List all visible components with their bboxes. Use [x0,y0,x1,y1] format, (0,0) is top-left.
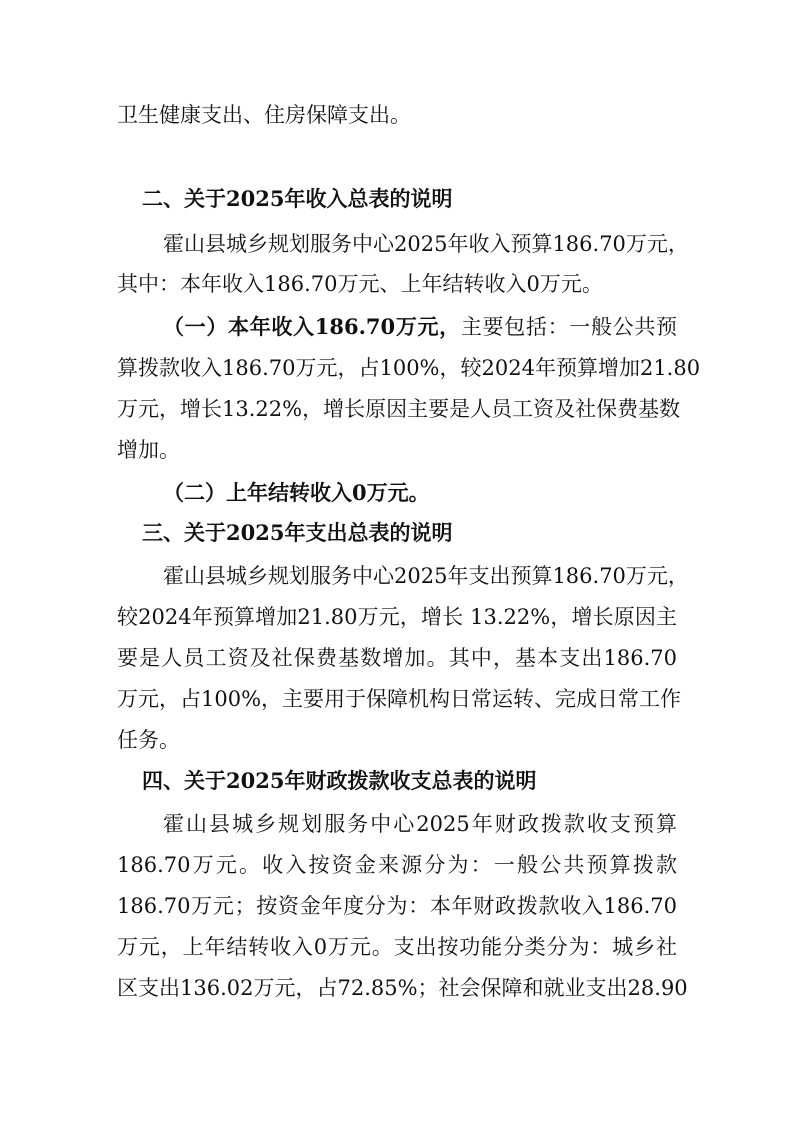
paragraph-line: 区支出136.02万元，占72.85%；社会保障和就业支出28.90 [117,976,688,1000]
section-heading-fiscal-appropriation-summary: 四、关于2025年财政拨款收支总表的说明 [142,768,537,793]
section-heading-expenditure-summary: 三、关于2025年支出总表的说明 [142,520,453,545]
paragraph-line: 霍山县城乡规划服务中心2025年收入预算186.70万元， [163,232,689,256]
paragraph-line: 算拨款收入186.70万元，占100%，较2024年预算增加21.80 [117,356,701,380]
paragraph-line: 万元，占100%，主要用于保障机构日常运转、完成日常工作 [117,687,682,711]
paragraph-line: 较2024年预算增加21.80万元，增长 13.22%，增长原因主 [117,605,677,629]
paragraph-line: 卫生健康支出、住房保障支出。 [117,103,411,127]
subheading-carryover-income: （二）上年结转收入0万元。 [163,480,430,505]
paragraph-line [163,312,677,342]
paragraph-line: 186.70万元。收入按资金来源分为：一般公共预算拨款 [117,853,677,877]
paragraph-line: 霍山县城乡规划服务中心2025年财政拨款收支预算 [163,812,677,836]
paragraph-line: 万元，上年结转收入0万元。支出按功能分类分为：城乡社 [117,935,677,959]
subheading-current-year-income: （一）本年收入186.70万元， [163,314,461,339]
paragraph-line: 任务。 [117,728,180,752]
paragraph-line: 186.70万元；按资金年度分为：本年财政拨款收入186.70 [117,894,677,918]
paragraph-text: 主要包括：一般公共预 [460,315,678,339]
paragraph-line: 增加。 [117,438,180,462]
section-heading-income-summary: 二、关于2025年收入总表的说明 [142,186,453,211]
paragraph-line: 要是人员工资及社保费基数增加。其中，基本支出186.70 [117,646,677,670]
paragraph-line: 霍山县城乡规划服务中心2025年支出预算186.70万元， [163,564,689,588]
paragraph-line: 万元，增长13.22%，增长原因主要是人员工资及社保费基数 [117,397,681,421]
paragraph-line: 其中：本年收入186.70万元、上年结转收入0万元。 [117,272,603,296]
